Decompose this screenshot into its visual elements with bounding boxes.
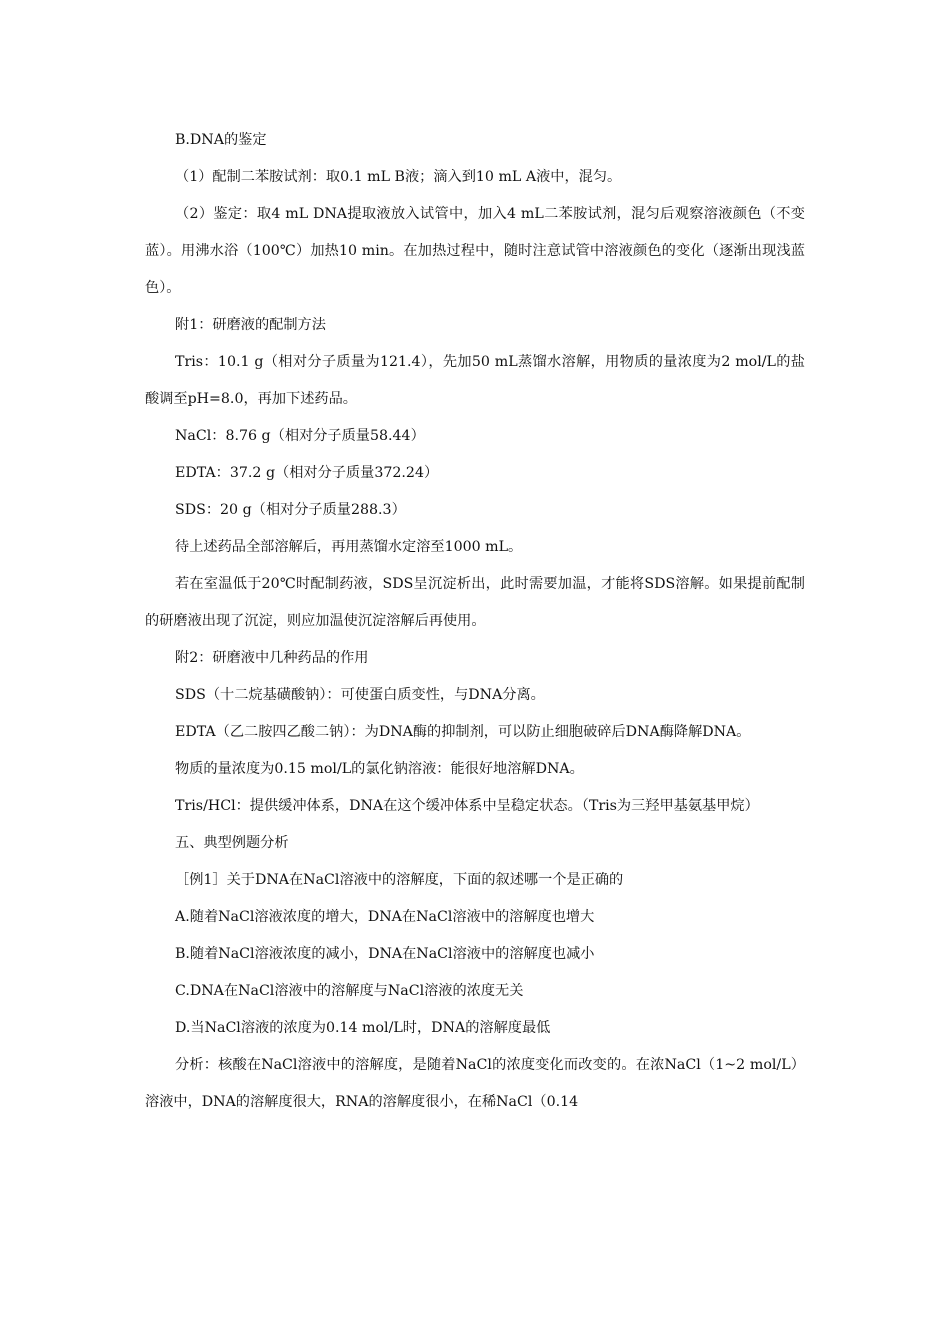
sds-function: SDS（十二烷基磺酸钠）：可使蛋白质变性，与DNA分离。 [175, 687, 545, 703]
step-2-identification: （2）鉴定：取4 mL DNA提取液放入试管中，加入4 mL二苯胺试剂，混匀后观察溶液颜色（不变蓝）。用沸水浴（100℃）加热10 min。在加热过程中，随时注意试管中溶液颜色的变化（逐渐出现浅蓝色）。 [145, 206, 805, 296]
tris-hcl-function: Tris/HCl：提供缓冲体系，DNA在这个缓冲体系中呈稳定状态。（Tris为三羟甲基氨基甲烷） [175, 798, 759, 814]
document-body [145, 122, 805, 1121]
dilution-instruction: 待上述药品全部溶解后，再用蒸馏水定溶至1000 mL。 [175, 539, 523, 555]
option-b: B.随着NaCl溶液浓度的减小，DNA在NaCl溶液中的溶解度也减小 [175, 946, 595, 962]
option-d: D.当NaCl溶液的浓度为0.14 mol/L时，DNA的溶解度最低 [175, 1020, 551, 1036]
appendix-1-heading: 附1：研磨液的配制方法 [175, 317, 326, 333]
heading-dna-identification: B.DNA的鉴定 [175, 132, 267, 148]
temperature-note: 若在室温低于20℃时配制药液，SDS呈沉淀析出，此时需要加温，才能将SDS溶解。如果提前配制的研磨液出现了沉淀，则应加温使沉淀溶解后再使用。 [145, 576, 805, 629]
option-c: C.DNA在NaCl溶液中的溶解度与NaCl溶液的浓度无关 [175, 983, 524, 999]
analysis-paragraph: 分析：核酸在NaCl溶液中的溶解度，是随着NaCl的浓度变化而改变的。在浓NaCl（1~2 mol/L）溶液中，DNA的溶解度很大，RNA的溶解度很小，在稀NaCl（0.14 [145, 1057, 805, 1110]
nacl-function: 物质的量浓度为0.15 mol/L的氯化钠溶液：能很好地溶解DNA。 [175, 761, 584, 777]
section-5-heading: 五、典型例题分析 [175, 835, 289, 851]
sds-amount: SDS：20 g（相对分子质量288.3） [175, 502, 406, 518]
edta-amount: EDTA：37.2 g（相对分子质量372.24） [175, 465, 439, 481]
tris-preparation: Tris：10.1 g（相对分子质量为121.4），先加50 mL蒸馏水溶解，用物质的量浓度为2 mol/L的盐酸调至pH=8.0，再加下述药品。 [145, 354, 805, 407]
step-1-prepare-reagent: （1）配制二苯胺试剂：取0.1 mL B液；滴入到10 mL A液中，混匀。 [175, 169, 622, 185]
nacl-amount: NaCl：8.76 g（相对分子质量58.44） [175, 428, 425, 444]
option-a: A.随着NaCl溶液浓度的增大，DNA在NaCl溶液中的溶解度也增大 [175, 909, 595, 925]
example-1-question: ［例1］关于DNA在NaCl溶液中的溶解度，下面的叙述哪一个是正确的 [175, 872, 624, 888]
edta-function: EDTA（乙二胺四乙酸二钠）：为DNA酶的抑制剂，可以防止细胞破碎后DNA酶降解DNA。 [175, 724, 751, 740]
appendix-2-heading: 附2：研磨液中几种药品的作用 [175, 650, 369, 666]
